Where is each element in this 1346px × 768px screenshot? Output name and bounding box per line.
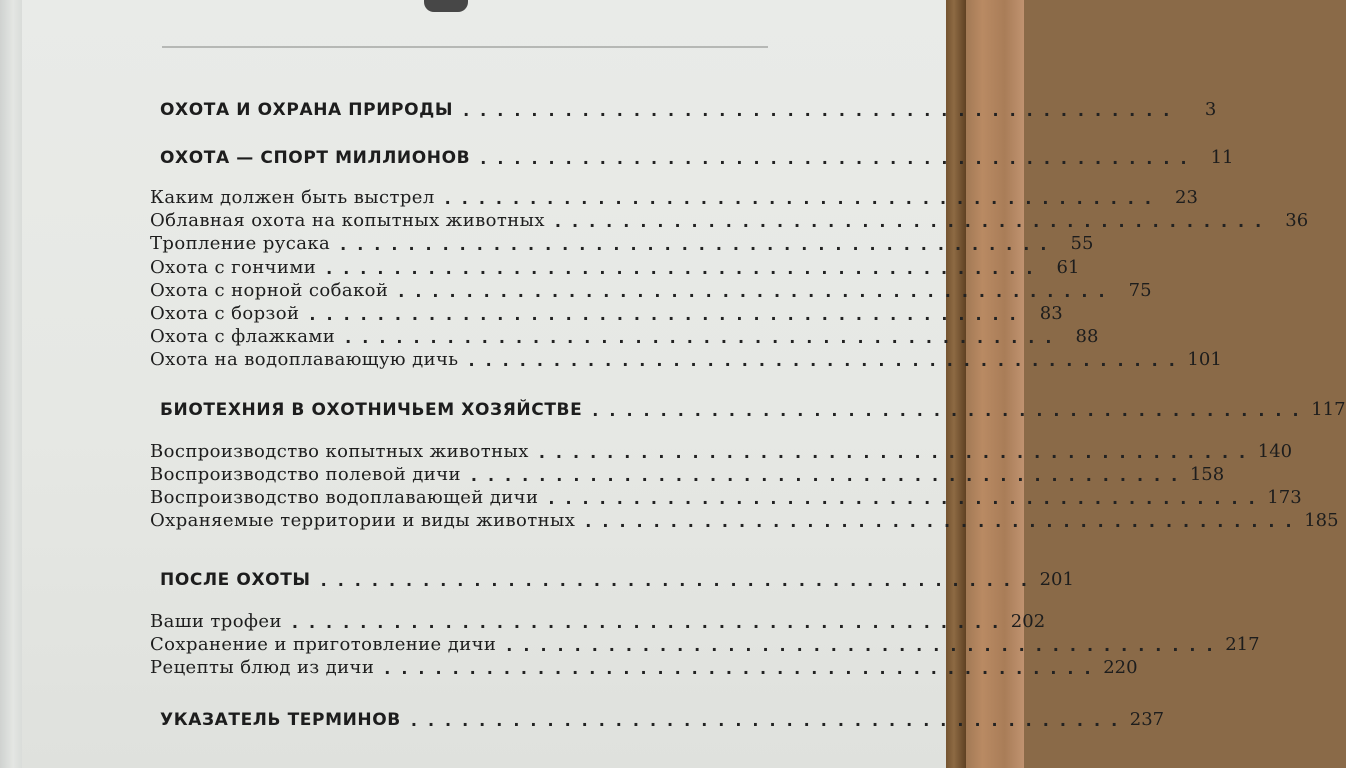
toc-item-entry bbox=[150, 302, 1063, 324]
toc-entry-title: ОХОТА И ОХРАНА ПРИРОДЫ bbox=[160, 100, 454, 120]
toc-entry-page: 202 bbox=[1010, 611, 1046, 632]
toc-entry-title: Воспроизводство полевой дичи bbox=[150, 464, 461, 485]
toc-entry-page: 117 bbox=[1311, 399, 1346, 420]
dot-leader: .......................................... bbox=[592, 401, 1310, 420]
toc-entry-title: Охота на водоплавающую дичь bbox=[150, 349, 459, 370]
toc-entry-title: УКАЗАТЕЛЬ ТЕРМИНОВ bbox=[160, 710, 401, 730]
dot-leader: .......................................... bbox=[554, 212, 1273, 231]
dot-leader: .......................................... bbox=[320, 571, 1038, 590]
dot-leader: .......................................... bbox=[468, 351, 1186, 370]
dot-leader: .......................................... bbox=[398, 282, 1116, 301]
toc-entry-title: Охота с гончими bbox=[150, 257, 317, 278]
toc-entry-page: 61 bbox=[1056, 257, 1080, 278]
toc-entry-title: Охота с борзой bbox=[150, 303, 300, 324]
toc-entry-title: БИОТЕХНИЯ В ОХОТНИЧЬЕМ ХОЗЯЙСТВЕ bbox=[160, 400, 583, 420]
page-edge bbox=[0, 0, 22, 768]
toc-entry-title: Охота с норной собакой bbox=[150, 280, 389, 301]
toc-entry-title: Каким должен быть выстрел bbox=[150, 187, 435, 208]
toc-entry-page: 158 bbox=[1189, 464, 1225, 485]
toc-item-entry bbox=[150, 440, 1293, 462]
dot-leader: .......................................... bbox=[340, 235, 1058, 254]
toc-section-entry bbox=[160, 94, 1217, 120]
dot-leader: .......................................... bbox=[309, 305, 1027, 324]
dot-leader: .......................................... bbox=[326, 259, 1044, 278]
toc-entry-page: 220 bbox=[1103, 657, 1138, 678]
toc-item-entry bbox=[150, 348, 1222, 370]
toc-entry-title: Ваши трофеи bbox=[150, 611, 282, 632]
dot-leader: .......................................... bbox=[538, 443, 1257, 462]
toc-item-entry bbox=[150, 186, 1198, 208]
toc-entry-title: Тропление русака bbox=[150, 233, 331, 254]
toc-entry-page: 101 bbox=[1187, 349, 1222, 370]
toc-item-entry bbox=[150, 463, 1225, 485]
toc-entry-title: Сохранение и приготовление дичи bbox=[150, 634, 497, 655]
toc-item-entry bbox=[150, 232, 1094, 254]
dot-leader: .......................................... bbox=[410, 711, 1129, 730]
dot-leader: .......................................... bbox=[345, 328, 1063, 347]
toc-entry-page: 11 bbox=[1210, 147, 1234, 168]
toc-entry-page: 185 bbox=[1304, 510, 1339, 531]
dot-leader: .......................................... bbox=[384, 659, 1102, 678]
toc-item-entry bbox=[150, 209, 1309, 231]
toc-entry-title: Воспроизводство копытных животных bbox=[150, 441, 529, 462]
toc-entry-page: 3 bbox=[1204, 99, 1217, 120]
toc-entry-page: 88 bbox=[1075, 326, 1099, 347]
toc-item-entry bbox=[150, 509, 1339, 531]
dot-leader: .......................................... bbox=[585, 512, 1303, 531]
toc-entry-title: Рецепты блюд из дичи bbox=[150, 657, 375, 678]
toc-entry-page: 173 bbox=[1267, 487, 1302, 508]
toc-entry-page: 237 bbox=[1129, 709, 1165, 730]
toc-entry-page: 201 bbox=[1039, 569, 1074, 590]
dot-leader: .......................................... bbox=[444, 189, 1162, 208]
toc-entry-title: Охраняемые территории и виды животных bbox=[150, 510, 576, 531]
dot-leader: .......................................... bbox=[470, 466, 1189, 485]
toc-section-entry bbox=[160, 704, 1165, 730]
toc-item-entry bbox=[150, 486, 1302, 508]
toc-entry-page: 55 bbox=[1070, 233, 1094, 254]
toc-entry-title: ПОСЛЕ ОХОТЫ bbox=[160, 570, 311, 590]
toc-entry-page: 75 bbox=[1128, 280, 1152, 301]
toc-item-entry bbox=[150, 256, 1080, 278]
toc-section-entry bbox=[160, 394, 1346, 420]
toc-section-entry bbox=[160, 142, 1234, 168]
dot-leader: .......................................... bbox=[480, 149, 1198, 168]
dot-leader: .......................................... bbox=[463, 101, 1181, 120]
toc-item-entry bbox=[150, 279, 1152, 301]
toc-entry-page: 217 bbox=[1225, 634, 1260, 655]
toc-entry-title: ОХОТА — СПОРТ МИЛЛИОНОВ bbox=[160, 148, 471, 168]
toc-item-entry bbox=[150, 633, 1260, 655]
dot-leader: .......................................... bbox=[506, 636, 1224, 655]
toc-section-entry bbox=[160, 564, 1074, 590]
toc-item-entry bbox=[150, 325, 1099, 347]
dot-leader: .......................................... bbox=[548, 489, 1266, 508]
toc-item-entry bbox=[150, 656, 1138, 678]
toc-item-entry bbox=[150, 610, 1046, 632]
header-rule bbox=[162, 46, 768, 48]
toc-entry-page: 140 bbox=[1257, 441, 1293, 462]
dot-leader: .......................................... bbox=[291, 613, 1010, 632]
toc-entry-title: Воспроизводство водоплавающей дичи bbox=[150, 487, 539, 508]
toc-entry-page: 23 bbox=[1175, 187, 1198, 208]
toc-entry-page: 83 bbox=[1039, 303, 1063, 324]
toc-entry-title: Охота с флажками bbox=[150, 326, 336, 347]
top-printed-mark bbox=[424, 0, 468, 12]
toc-entry-title: Облавная охота на копытных животных bbox=[150, 210, 545, 231]
toc-entry-page: 36 bbox=[1285, 210, 1309, 231]
